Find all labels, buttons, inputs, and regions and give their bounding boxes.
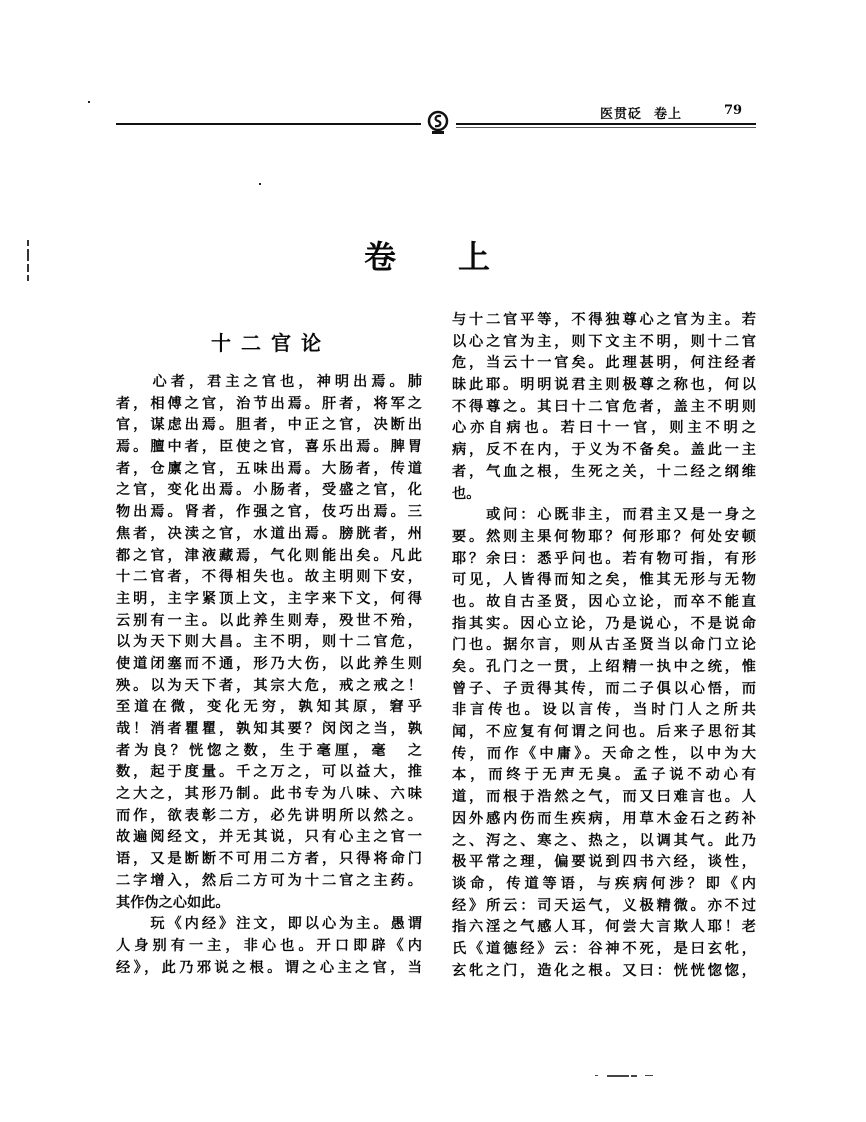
text-line: 病，反不在内，于义为不备矣。盖此一主 <box>452 442 756 459</box>
text-line: 指其实。因心立论，乃是说心，不是说命 <box>452 615 756 632</box>
text-line: 要。然则主果何物耶？何形耶？何处安顿 <box>452 528 756 545</box>
text-line: 本，而终于无声无臭。孟子说不动心有 <box>452 767 756 784</box>
text-line: 以心之官为主，则下文主不明，则十二官 <box>452 333 756 350</box>
text-line: 心者，君主之官也，神明出焉。肺 <box>116 374 422 390</box>
text-line: 者为良？恍惚之数，生于毫厘，毫 之 <box>116 742 422 759</box>
publisher-seal-icon <box>425 110 451 136</box>
text-line: 谈命，传道等语，与疾病何涉？即《内 <box>452 875 756 892</box>
text-line: 殃。以为天下者，其宗大危，戒之戒之！ <box>116 677 422 694</box>
text-line: 耶？余曰：悉乎问也。若有物可指，有形 <box>452 550 756 567</box>
text-line: 传，而作《中庸》。天命之性，以中为大 <box>452 745 756 762</box>
text-line: 哉！消者瞿瞿，孰知其要？闵闵之当，孰 <box>116 721 422 737</box>
text-line: 焦者，决渎之官，水道出焉。膀胱者，州 <box>116 525 422 542</box>
text-line: 焉。膻中者，臣使之官，喜乐出焉。脾胃 <box>116 439 422 456</box>
header-rule-right <box>456 123 756 125</box>
text-line: 都之官，津液藏焉，气化则能出矣。凡此 <box>116 547 422 564</box>
text-line: 十二官者，不得相失也。故主明则下安， <box>116 569 422 586</box>
text-line: 语，又是断断不可用二方者，只得将命门 <box>116 851 422 868</box>
text-line: 人身别有一主，非心也。开口即辟《内 <box>116 937 422 954</box>
text-line: 昧此耶。明明说君主则极尊之称也，何以 <box>452 377 756 394</box>
text-line: 经》所云：司天运气，义极精微。亦不过 <box>452 897 756 914</box>
text-line: 矣。孔门之一贯，上绍精一执中之统，惟 <box>452 659 756 675</box>
volume-title-char-2: 上 <box>458 238 491 276</box>
header-rule-left <box>116 123 421 125</box>
scan-speck <box>88 101 90 103</box>
text-line: 以为天下则大昌。主不明，则十二官危， <box>116 634 422 651</box>
text-line: 物出焉。肾者，作强之官，伎巧出焉。三 <box>116 504 422 521</box>
page-number: 79 <box>724 103 743 118</box>
running-head <box>600 103 682 122</box>
text-line: 指六淫之气感人耳，何尝大言欺人耶！老 <box>452 919 756 936</box>
volume-title-char-1: 卷 <box>364 238 397 276</box>
text-line: 者，仓廪之官，五味出焉。大肠者，传道 <box>116 460 422 477</box>
text-line: 氏《道德经》云：谷神不死，是曰玄牝， <box>452 940 756 957</box>
text-line: 闻，不应复有何谓之问也。后来子思衍其 <box>452 724 756 741</box>
text-line: 使道闭塞而不通，形乃大伤，以此养生则 <box>116 655 422 672</box>
text-line: 主明，主字紧顶上文，主字来下文，何得 <box>116 590 422 607</box>
left-column-text <box>116 372 422 979</box>
text-line: 者，相傅之官，治节出焉。肝者，将军之 <box>116 395 422 412</box>
text-line: 云别有一主。以此养生则寿，殁世不殆， <box>116 612 422 629</box>
text-line: 故遍阅经文，并无其说，只有心主之官一 <box>116 829 422 846</box>
text-line: 数，起于度量。千之万之，可以益大，推 <box>116 764 422 781</box>
text-line: 或问：心既非主，而君主又是一身之 <box>452 507 756 524</box>
text-line: 门也。据尔言，则从古圣贤当以命门立论 <box>452 637 756 654</box>
text-line: 不得尊之。其曰十二官危者，盖主不明则 <box>452 398 756 415</box>
text-line: 极平常之理，偏要说到四书六经，谈性， <box>452 854 756 871</box>
text-line: 曾子、子贡得其传，而二子俱以心悟，而 <box>452 680 756 697</box>
text-line: 也。 <box>452 485 481 502</box>
section-title: 十二官论 <box>211 331 331 355</box>
text-line: 玄牝之门，造化之根。又曰：恍恍惚惚， <box>452 962 756 979</box>
text-line: 道，而根于浩然之气，而又曰难言也。人 <box>452 789 756 806</box>
text-line: 危，当云十一官矣。此理甚明，何注经者 <box>452 355 756 372</box>
running-title: 医贯砭 <box>600 107 643 122</box>
text-line: 玩《内经》注文，即以心为主。愚谓 <box>116 916 422 933</box>
margin-scan-marks <box>27 240 29 280</box>
text-line: 官，谋虑出焉。胆者，中正之官，决断出 <box>116 417 422 434</box>
right-column-text <box>452 310 756 982</box>
running-volume: 卷上 <box>654 107 683 122</box>
text-line: 之大之，其形乃制。此书专为八味、六味 <box>116 786 422 803</box>
text-line: 也。故自古圣贤，因心立论，而卒不能直 <box>452 593 756 610</box>
text-line: 与十二官平等，不得独尊心之官为主。若 <box>452 312 756 328</box>
text-line: 可见，人皆得而知之矣，惟其无形与无物 <box>452 572 756 589</box>
text-line: 因外感内伤而生疾病，用草木金石之药补 <box>452 810 756 827</box>
volume-title <box>364 232 490 278</box>
text-line: 之、泻之、寒之、热之，以调其气。此乃 <box>452 832 756 849</box>
text-line: 其作伪之心如此。 <box>116 894 230 911</box>
scan-speck <box>259 183 261 185</box>
text-line: 至道在微，变化无穷，孰知其原，窘乎 <box>116 699 422 716</box>
footer-scan-mark <box>595 1075 655 1077</box>
text-line: 者，气血之根，生死之关，十二经之纲维 <box>452 463 756 480</box>
text-line: 之官，变化出焉。小肠者，受盛之官，化 <box>116 482 422 499</box>
text-line: 非言传也。设以言传，当时门人之所共 <box>452 702 756 719</box>
text-line: 而作，欲表彰二方，必先讲明所以然之。 <box>116 807 422 824</box>
header-rule-right-thin <box>456 127 756 128</box>
text-line: 心亦自病也。若曰十一官，则主不明之 <box>452 420 756 437</box>
text-line: 二字增入，然后二方可为十二官之主药。 <box>116 872 422 889</box>
text-line: 经》，此乃邪说之根。谓之心主之官，当 <box>116 959 422 976</box>
